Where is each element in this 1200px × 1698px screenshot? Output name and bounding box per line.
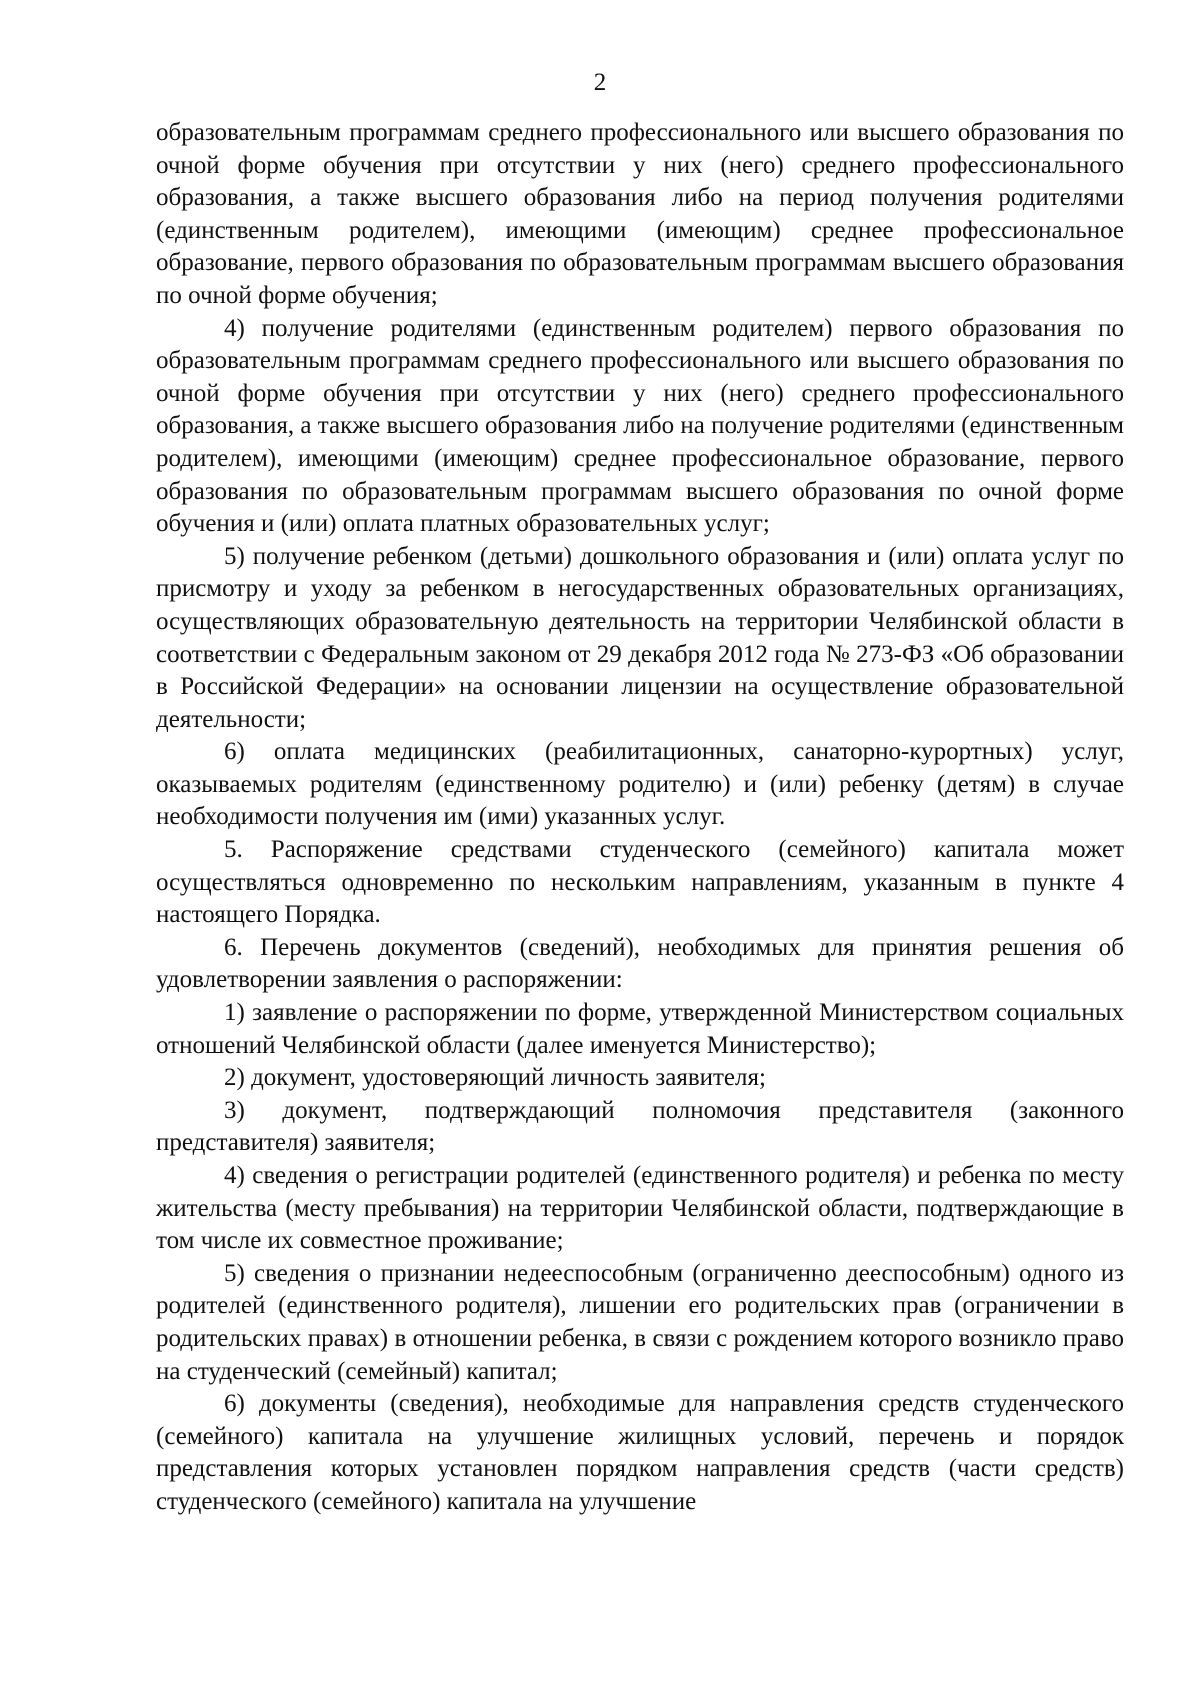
paragraph-item-5-preschool: 5) получение ребенком (детьми) дошкольного образования и (или) оплата услуг по присмотру и уходу за ребенком в негосударственных образовательных организациях, осуществляющих образовательную деятельность на территории Челябинской области в соответствии с Федеральным законом от 29 декабря 2012 года № 273-ФЗ «Об образовании в Российской Федерации» на основании лицензии на осуществление образовательной деятельности; bbox=[156, 542, 1124, 733]
document-body bbox=[156, 117, 1124, 1519]
paragraph-section-5: 5. Распоряжение средствами студенческого (семейного) капитала может осуществляться одновременно по нескольким направлениям, указанным в пункте 4 настоящего Порядка. bbox=[156, 836, 1124, 929]
page-number: 2 bbox=[593, 69, 607, 96]
paragraph-doc-2-identity: 2) документ, удостоверяющий личность заявителя; bbox=[224, 1064, 766, 1092]
paragraph-doc-1-application: 1) заявление о распоряжении по форме, утвержденной Министерством социальных отношений Челябинской области (далее именуется Министерство); bbox=[156, 999, 1124, 1059]
paragraph-doc-5-incapacity: 5) сведения о признании недееспособным (ограниченно дееспособным) одного из родителей (единственного родителя), лишении его родительских прав (ограничении в родительских правах) в отношении ребенка, в связи с рождением которого возникло право на студенческий (семейный) капитал; bbox=[156, 1259, 1124, 1385]
paragraph-section-6: 6. Перечень документов (сведений), необходимых для принятия решения об удовлетворении заявления о распоряжении: bbox=[156, 933, 1124, 994]
paragraph-doc-6-housing: 6) документы (сведения), необходимые для направления средств студенческого (семейного) капитала на улучшение жилищных условий, перечень и порядок представления которых установлен порядком направления средств (части средств) студенческого (семейного) капитала на улучшение bbox=[156, 1390, 1124, 1515]
paragraph-item-6-medical: 6) оплата медицинских (реабилитационных, санаторно-курортных) услуг, оказываемых родителям (единственному родителю) и (или) ребенку (детям) в случае необходимости получения им (ими) указанных услуг. bbox=[156, 738, 1124, 831]
paragraph-item-4-first-education: 4) получение родителями (единственным родителем) первого образования по образовательным программам среднего профессионального или высшего образования по очной форме обучения при отсутствии у них (него) среднего профессионального образования, а также высшего образования либо на получение родителями (единственным родителем), имеющими (имеющим) среднее профессиональное образование, первого образования по образовательным программам высшего образования по очной форме обучения и (или) оплата платных образовательных услуг; bbox=[156, 314, 1124, 538]
paragraph-doc-3-authority: 3) документ, подтверждающий полномочия представителя (законного представителя) заявителя; bbox=[156, 1096, 1124, 1157]
paragraph-doc-4-registration: 4) сведения о регистрации родителей (единственного родителя) и ребенка по месту жительства (месту пребывания) на территории Челябинской области, подтверждающие в том числе их совместное проживание; bbox=[156, 1162, 1124, 1255]
paragraph-continuation: образовательным программам среднего профессионального или высшего образования по очной форме обучения при отсутствии у них (него) среднего профессионального образования, а также высшего образования либо на период получения родителями (единственным родителем), имеющими (имеющим) среднее профессиональное образование, первого образования по образовательным программам высшего образования по очной форме обучения; bbox=[156, 119, 1124, 309]
